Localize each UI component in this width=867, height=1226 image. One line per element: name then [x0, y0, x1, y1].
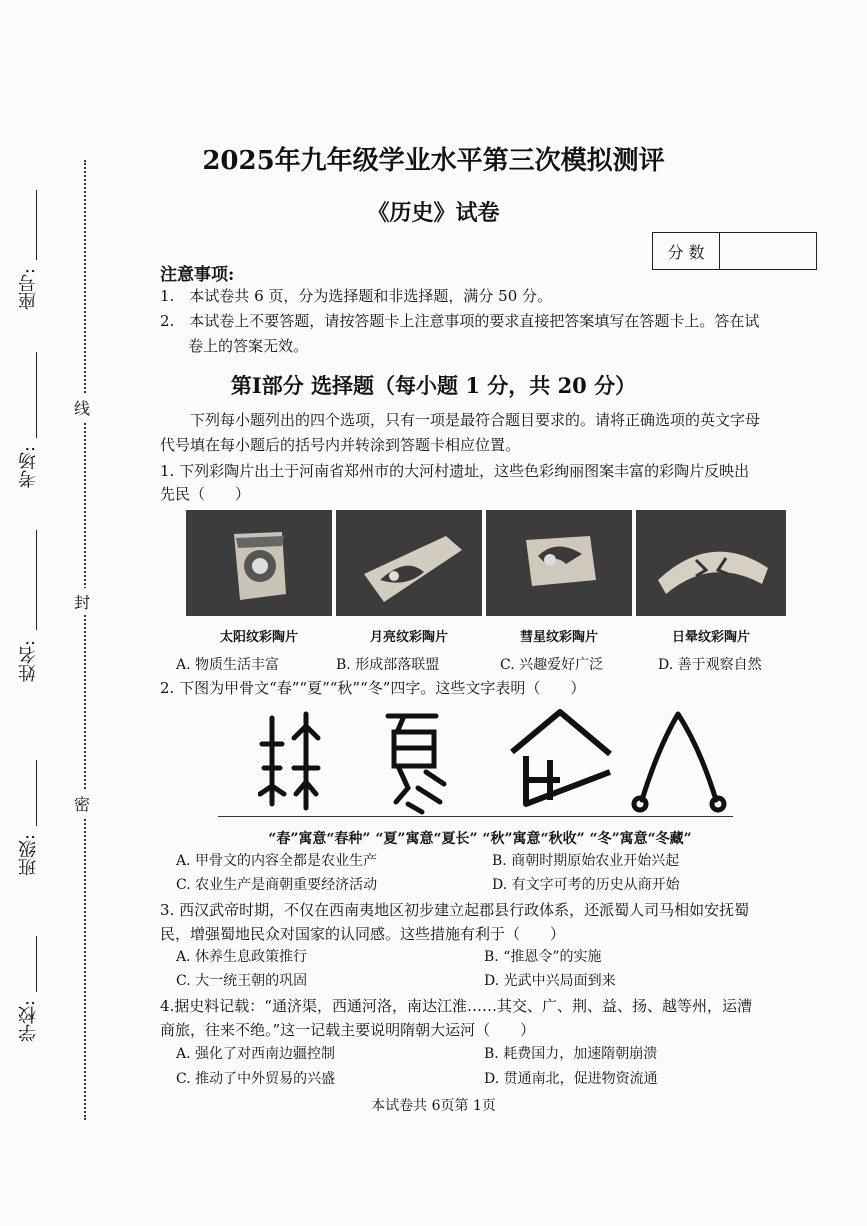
q1-stem-2: 先民（ ） [160, 485, 251, 503]
class-label: 班级: [18, 834, 39, 877]
glyph-baseline [218, 816, 733, 817]
q4-option-b[interactable]: B. 耗费国力，加速隋朝崩溃 [484, 1046, 658, 1062]
q2-option-d[interactable]: D. 有文字可考的历史从商开始 [492, 877, 680, 893]
seal-char-feng: 封 [74, 588, 90, 615]
q2-stem: 2. 下图为甲骨文“春”“夏”“秋”“冬”四字。这些文字表明（ ） [160, 679, 586, 697]
exam-subtitle: 《历史》试卷 [367, 200, 500, 226]
q3-option-b[interactable]: B. “推恩令”的实施 [484, 949, 602, 965]
q2-caption: “春”寓意“春种” “夏”寓意“夏长” “秋”寓意“秋收” “冬”寓意“冬藏” [268, 831, 692, 847]
q2-option-a[interactable]: A. 甲骨文的内容全都是农业生产 [176, 853, 378, 869]
q4-option-c[interactable]: C. 推动了中外贸易的兴盛 [176, 1071, 336, 1087]
oracle-glyph-summer [378, 708, 458, 818]
q3-option-d[interactable]: D. 光武中兴局面到来 [484, 973, 616, 989]
comet-pottery-image [486, 510, 632, 616]
q4-option-a[interactable]: A. 强化了对西南边疆控制 [176, 1046, 336, 1062]
school-label: 学校: [18, 1000, 39, 1043]
q4-option-d[interactable]: D. 贯通南北，促进物资流通 [484, 1071, 658, 1087]
q4-stem-1: 4.据史料记载：“通济渠，西通河洛，南达江淮……其交、广、荆、益、扬、越等州，运漕 [160, 997, 752, 1015]
q1-caption-1: 太阳纹彩陶片 [219, 630, 298, 645]
score-box [652, 232, 817, 270]
q3-option-c[interactable]: C. 大一统王朝的巩固 [176, 973, 308, 989]
notice-item-1: 1. 本试卷共 6 页，分为选择题和非选择题，满分 50 分。 [160, 287, 553, 305]
halo-pottery-image [636, 510, 786, 616]
notice-item-2: 2. 本试卷上不要答题，请按答题卡上注意事项的要求直接把答案填写在答题卡上。答在试 [160, 312, 760, 330]
name-blank[interactable] [36, 530, 37, 630]
seal-dotted-line [84, 160, 86, 1120]
q2-option-b[interactable]: B. 商朝时期原始农业开始兴起 [492, 853, 680, 869]
q3-stem-1: 3. 西汉武帝时期，不仅在西南夷地区初步建立起郡县行政体系，还派蜀人司马相如安抚蜀 [160, 901, 750, 919]
q1-option-c[interactable]: C. 兴趣爱好广泛 [500, 657, 604, 673]
part1-title: 第Ⅰ部分 选择题（每小题 1 分，共 20 分） [230, 373, 637, 398]
class-blank[interactable] [36, 760, 37, 826]
exam-room-label: 考场: [18, 446, 39, 489]
q2-option-c[interactable]: C. 农业生产是商朝重要经济活动 [176, 877, 378, 893]
page-footer: 本试卷共 6页第 1页 [371, 1098, 496, 1114]
q4-stem-2: 商旅，往来不绝。”这一记载主要说明隋朝大运河（ ） [160, 1021, 536, 1039]
q1-caption-2: 月亮纹彩陶片 [369, 630, 448, 645]
q1-option-d[interactable]: D. 善于观察自然 [658, 657, 762, 673]
notice-item-2-cont: 卷上的答案无效。 [188, 337, 309, 355]
part1-intro-2: 代号填在每小题后的括号内并转涂到答题卡相应位置。 [160, 436, 521, 454]
oracle-glyph-autumn [506, 708, 616, 818]
oracle-glyph-winter [628, 708, 728, 818]
q1-option-a[interactable]: A. 物质生活丰富 [176, 657, 280, 673]
q1-caption-4: 日晕纹彩陶片 [671, 630, 750, 645]
seal-char-mi: 密 [74, 790, 90, 817]
score-label: 分 数 [653, 233, 720, 269]
q3-option-a[interactable]: A. 休养生息政策推行 [176, 949, 308, 965]
seal-char-xian: 线 [74, 394, 90, 421]
sun-pottery-image [186, 510, 332, 616]
oracle-glyph-spring [258, 708, 328, 818]
exam-title: 2025年九年级学业水平第三次模拟测评 [202, 146, 665, 176]
school-blank[interactable] [36, 936, 37, 992]
part1-intro-1: 下列每小题列出的四个选项，只有一项是最符合题目要求的。请将正确选项的英文字母 [190, 411, 761, 429]
name-label: 姓名: [18, 640, 39, 683]
q3-stem-2: 民，增强蜀地民众对国家的认同感。这些措施有利于（ ） [160, 925, 566, 943]
seat-label: 座号: [18, 268, 39, 311]
q1-stem-1: 1. 下列彩陶片出土于河南省郑州市的大河村遗址，这些色彩绚丽图案丰富的彩陶片反映出 [160, 462, 750, 480]
q1-caption-3: 彗星纹彩陶片 [519, 630, 598, 645]
moon-pottery-image [336, 510, 482, 616]
score-field[interactable] [720, 233, 816, 269]
q1-option-b[interactable]: B. 形成部落联盟 [336, 657, 440, 673]
notice-heading: 注意事项: [160, 265, 235, 285]
